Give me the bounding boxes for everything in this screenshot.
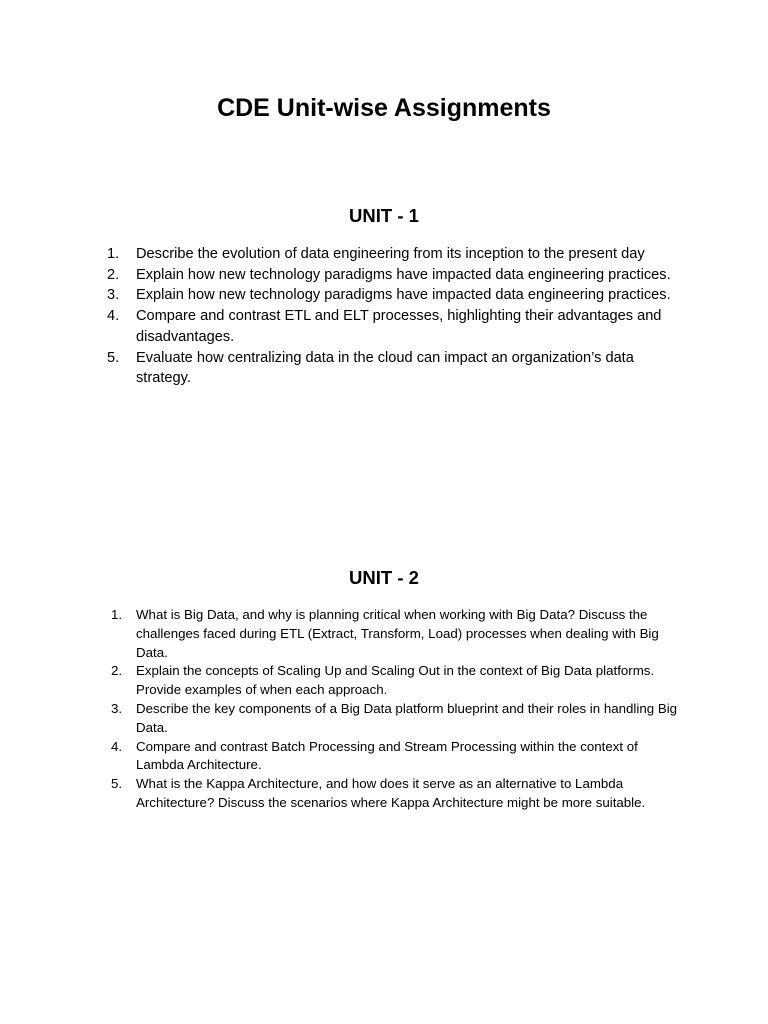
- question-number: 5.: [107, 349, 120, 366]
- list-item: [0, 265, 768, 286]
- list-item: [0, 662, 768, 700]
- question-text: Evaluate how centralizing data in the cloud can impact an organization’s data strategy.: [136, 349, 634, 387]
- list-item: [0, 244, 768, 265]
- list-item: [0, 738, 768, 776]
- question-text: Explain how new technology paradigms have impacted data engineering practices.: [136, 287, 671, 304]
- question-number: 1.: [111, 607, 123, 622]
- question-number: 3.: [111, 700, 123, 716]
- question-number: 2.: [111, 663, 123, 679]
- question-text: What is Big Data, and why is planning critical when working with Big Data? Discuss the challenges faced during ETL (Extract, Transform, Load) processes when dealing with Big Data.: [136, 607, 659, 660]
- question-number: 3.: [107, 287, 120, 304]
- question-text: Explain how new technology paradigms have impacted data engineering practices.: [136, 266, 671, 283]
- list-item: [0, 775, 768, 813]
- question-number: 2.: [107, 266, 120, 283]
- question-text: Explain the concepts of Scaling Up and Scaling Out in the context of Big Data platforms. Provide examples of when each approach.: [136, 663, 655, 698]
- question-text: Compare and contrast Batch Processing and Stream Processing within the context of Lambda Architecture.: [136, 738, 638, 773]
- list-item: [0, 306, 768, 347]
- document-title: CDE Unit-wise Assignments: [217, 94, 551, 122]
- unit-1-question-list: [0, 244, 768, 389]
- list-item: [0, 348, 768, 389]
- list-item: [0, 285, 768, 306]
- question-text: Compare and contrast ETL and ELT processes, highlighting their advantages and disadvantages.: [136, 308, 662, 345]
- question-text: Describe the key components of a Big Data platform blueprint and their roles in handling Big Data.: [136, 700, 678, 735]
- unit-2-question-list: [0, 606, 768, 813]
- question-number: 4.: [107, 308, 120, 325]
- question-number: 5.: [111, 776, 123, 792]
- unit-2-heading: UNIT - 2: [349, 567, 419, 588]
- question-text: What is the Kappa Architecture, and how does it serve as an alternative to Lambda Architecture? Discuss the scenarios where Kappa Architecture might be more suitable.: [136, 776, 646, 810]
- question-number: 1.: [107, 246, 120, 262]
- question-number: 4.: [111, 738, 123, 754]
- unit-1-heading: UNIT - 1: [349, 205, 419, 226]
- list-item: [0, 606, 768, 662]
- question-text: Describe the evolution of data engineering from its inception to the present day: [136, 246, 645, 262]
- list-item: [0, 700, 768, 738]
